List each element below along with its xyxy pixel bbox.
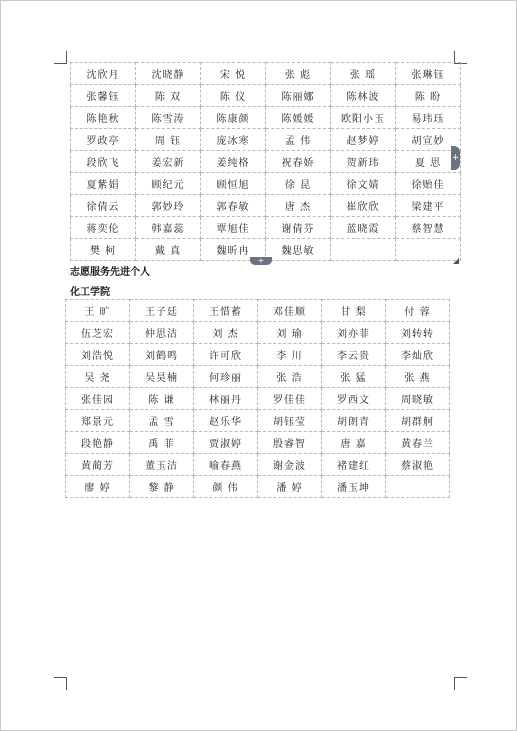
name-cell[interactable]: 何珍丽 [194, 366, 258, 388]
table-row [66, 388, 450, 410]
name-cell[interactable]: 刘 瑜 [258, 322, 322, 344]
name-cell[interactable]: 张 浩 [258, 366, 322, 388]
name-cell[interactable]: 刘亦菲 [322, 322, 386, 344]
name-cell[interactable]: 徐贻佳 [396, 173, 461, 195]
name-cell[interactable]: 吴 尧 [66, 366, 130, 388]
name-cell[interactable]: 褚建红 [322, 454, 386, 476]
name-cell[interactable]: 张馨钰 [71, 85, 136, 107]
table-row [71, 85, 461, 107]
name-cell[interactable]: 陈艳秋 [71, 107, 136, 129]
name-cell[interactable]: 夏紫娟 [71, 173, 136, 195]
name-cell[interactable]: 伍芝宏 [66, 322, 130, 344]
name-cell[interactable]: 张 燕 [386, 366, 450, 388]
name-cell[interactable]: 易玮珏 [396, 107, 461, 129]
name-cell[interactable]: 贺新玮 [331, 151, 396, 173]
name-cell[interactable]: 樊 柯 [71, 239, 136, 261]
name-cell[interactable]: 崔欣欣 [331, 195, 396, 217]
table-row [66, 432, 450, 454]
section-heading: 志愿服务先进个人 [70, 267, 150, 278]
name-cell[interactable]: 段欣飞 [71, 151, 136, 173]
name-cell[interactable]: 张佳园 [66, 388, 130, 410]
name-cell[interactable]: 胡朗青 [322, 410, 386, 432]
name-cell[interactable]: 王子廷 [130, 300, 194, 322]
table-row [66, 300, 450, 322]
name-cell[interactable]: 段艳静 [66, 432, 130, 454]
name-cell[interactable] [396, 239, 461, 261]
table-row [71, 217, 461, 239]
name-cell[interactable]: 沈欣月 [71, 63, 136, 85]
name-cell[interactable]: 沈晓静 [136, 63, 201, 85]
add-column-handle[interactable]: + [451, 146, 460, 170]
name-cell[interactable]: 张琳钰 [396, 63, 461, 85]
college-heading: 化工学院 [70, 287, 110, 298]
name-cell[interactable]: 姜纯格 [201, 151, 266, 173]
name-cell[interactable]: 王 旷 [66, 300, 130, 322]
name-cell[interactable]: 蒋奕伦 [71, 217, 136, 239]
name-cell[interactable]: 甘 梨 [322, 300, 386, 322]
name-cell[interactable]: 贾淑婷 [194, 432, 258, 454]
name-cell[interactable]: 蔡淑艳 [386, 454, 450, 476]
name-cell[interactable]: 廖 婷 [66, 476, 130, 498]
name-cell[interactable]: 刘转转 [386, 322, 450, 344]
name-cell[interactable]: 陈 谦 [130, 388, 194, 410]
name-cell[interactable]: 李云贵 [322, 344, 386, 366]
name-cell[interactable]: 陈媛媛 [266, 107, 331, 129]
table-row [66, 322, 450, 344]
name-cell[interactable]: 魏昕冉 [201, 239, 266, 261]
name-cell[interactable]: 顾纪元 [136, 173, 201, 195]
name-cell[interactable]: 张 彪 [266, 63, 331, 85]
name-cell[interactable]: 黎 静 [130, 476, 194, 498]
name-cell[interactable]: 王惜蓄 [194, 300, 258, 322]
crop-mark-bottom-left [54, 677, 67, 690]
name-cell[interactable]: 庞冰寒 [201, 129, 266, 151]
name-cell[interactable]: 郑景元 [66, 410, 130, 432]
name-cell[interactable]: 邓佳顺 [258, 300, 322, 322]
name-cell[interactable]: 赵乐华 [194, 410, 258, 432]
name-cell[interactable]: 仲思洁 [130, 322, 194, 344]
name-cell[interactable]: 陈林波 [331, 85, 396, 107]
name-cell[interactable]: 欧阳小玉 [331, 107, 396, 129]
name-cell[interactable]: 刘鹤鸣 [130, 344, 194, 366]
name-cell[interactable]: 罗西文 [322, 388, 386, 410]
name-cell[interactable]: 姜宏新 [136, 151, 201, 173]
name-cell[interactable]: 陈 双 [136, 85, 201, 107]
name-cell[interactable]: 林丽丹 [194, 388, 258, 410]
name-cell[interactable]: 陈雪涛 [136, 107, 201, 129]
name-cell[interactable]: 戴 真 [136, 239, 201, 261]
name-cell[interactable]: 张 猛 [322, 366, 386, 388]
name-cell[interactable]: 祝春娇 [266, 151, 331, 173]
name-cell[interactable]: 胡宣妙 [396, 129, 461, 151]
name-cell[interactable] [331, 239, 396, 261]
name-cell[interactable]: 夏 思 [396, 151, 461, 173]
name-cell[interactable]: 覃旭佳 [201, 217, 266, 239]
add-row-handle[interactable]: + [250, 257, 272, 265]
name-table-bottom[interactable] [65, 299, 450, 498]
name-cell[interactable]: 刘 杰 [194, 322, 258, 344]
name-cell[interactable]: 张 瑶 [331, 63, 396, 85]
table-resize-handle[interactable] [453, 258, 459, 264]
table-row [66, 476, 450, 498]
name-cell[interactable]: 韩嘉蕊 [136, 217, 201, 239]
name-cell[interactable]: 陈 盼 [396, 85, 461, 107]
name-cell[interactable]: 孟 雪 [130, 410, 194, 432]
name-cell[interactable]: 付 蓉 [386, 300, 450, 322]
table-row [66, 410, 450, 432]
name-cell[interactable]: 宋 悦 [201, 63, 266, 85]
name-cell[interactable]: 罗佳佳 [258, 388, 322, 410]
name-cell[interactable]: 郭妙玲 [136, 195, 201, 217]
table-row [71, 151, 461, 173]
table-row [71, 129, 461, 151]
name-cell[interactable]: 周晓敏 [386, 388, 450, 410]
name-cell[interactable]: 潘 婷 [258, 476, 322, 498]
name-cell[interactable]: 喻春燕 [194, 454, 258, 476]
name-cell[interactable] [386, 476, 450, 498]
name-cell[interactable]: 唐 杰 [266, 195, 331, 217]
name-cell[interactable]: 罗政亭 [71, 129, 136, 151]
name-cell[interactable]: 郭春敏 [201, 195, 266, 217]
name-cell[interactable]: 颜 伟 [194, 476, 258, 498]
name-cell[interactable]: 董玉洁 [130, 454, 194, 476]
name-cell[interactable]: 李 川 [258, 344, 322, 366]
table-row [71, 195, 461, 217]
name-cell[interactable]: 黄春兰 [386, 432, 450, 454]
name-cell[interactable]: 徐文婧 [331, 173, 396, 195]
name-cell[interactable]: 潘玉坤 [322, 476, 386, 498]
table-row [66, 366, 450, 388]
name-cell[interactable]: 赵梦婷 [331, 129, 396, 151]
table-row [71, 173, 461, 195]
name-cell[interactable]: 黄蔺芳 [66, 454, 130, 476]
name-cell[interactable]: 唐 嘉 [322, 432, 386, 454]
name-cell[interactable]: 许可欣 [194, 344, 258, 366]
table-row [66, 344, 450, 366]
name-cell[interactable]: 陈 仪 [201, 85, 266, 107]
table-row [71, 107, 461, 129]
name-cell[interactable]: 徐倩云 [71, 195, 136, 217]
name-cell[interactable]: 谢金波 [258, 454, 322, 476]
name-cell[interactable]: 魏思敏 [266, 239, 331, 261]
name-cell[interactable]: 禹 菲 [130, 432, 194, 454]
crop-mark-top-left [54, 51, 67, 64]
name-cell[interactable]: 徐 昆 [266, 173, 331, 195]
name-cell[interactable]: 陈康颜 [201, 107, 266, 129]
name-cell[interactable]: 梁建平 [396, 195, 461, 217]
name-cell[interactable]: 周 钰 [136, 129, 201, 151]
crop-mark-bottom-right [454, 677, 467, 690]
name-table-top[interactable] [70, 62, 461, 261]
name-cell[interactable]: 孟 伟 [266, 129, 331, 151]
name-cell[interactable]: 陈丽娜 [266, 85, 331, 107]
table-row [66, 454, 450, 476]
table-row [71, 63, 461, 85]
name-cell[interactable]: 胡群舸 [386, 410, 450, 432]
name-cell[interactable]: 谢倩芬 [266, 217, 331, 239]
name-cell[interactable]: 蔡智慧 [396, 217, 461, 239]
name-cell[interactable]: 吴昊楠 [130, 366, 194, 388]
name-cell[interactable]: 刘浩悦 [66, 344, 130, 366]
name-cell[interactable]: 蓝晓霞 [331, 217, 396, 239]
name-cell[interactable]: 顾恒旭 [201, 173, 266, 195]
name-cell[interactable]: 殷睿智 [258, 432, 322, 454]
name-cell[interactable]: 李灿欣 [386, 344, 450, 366]
name-cell[interactable]: 胡钰莹 [258, 410, 322, 432]
